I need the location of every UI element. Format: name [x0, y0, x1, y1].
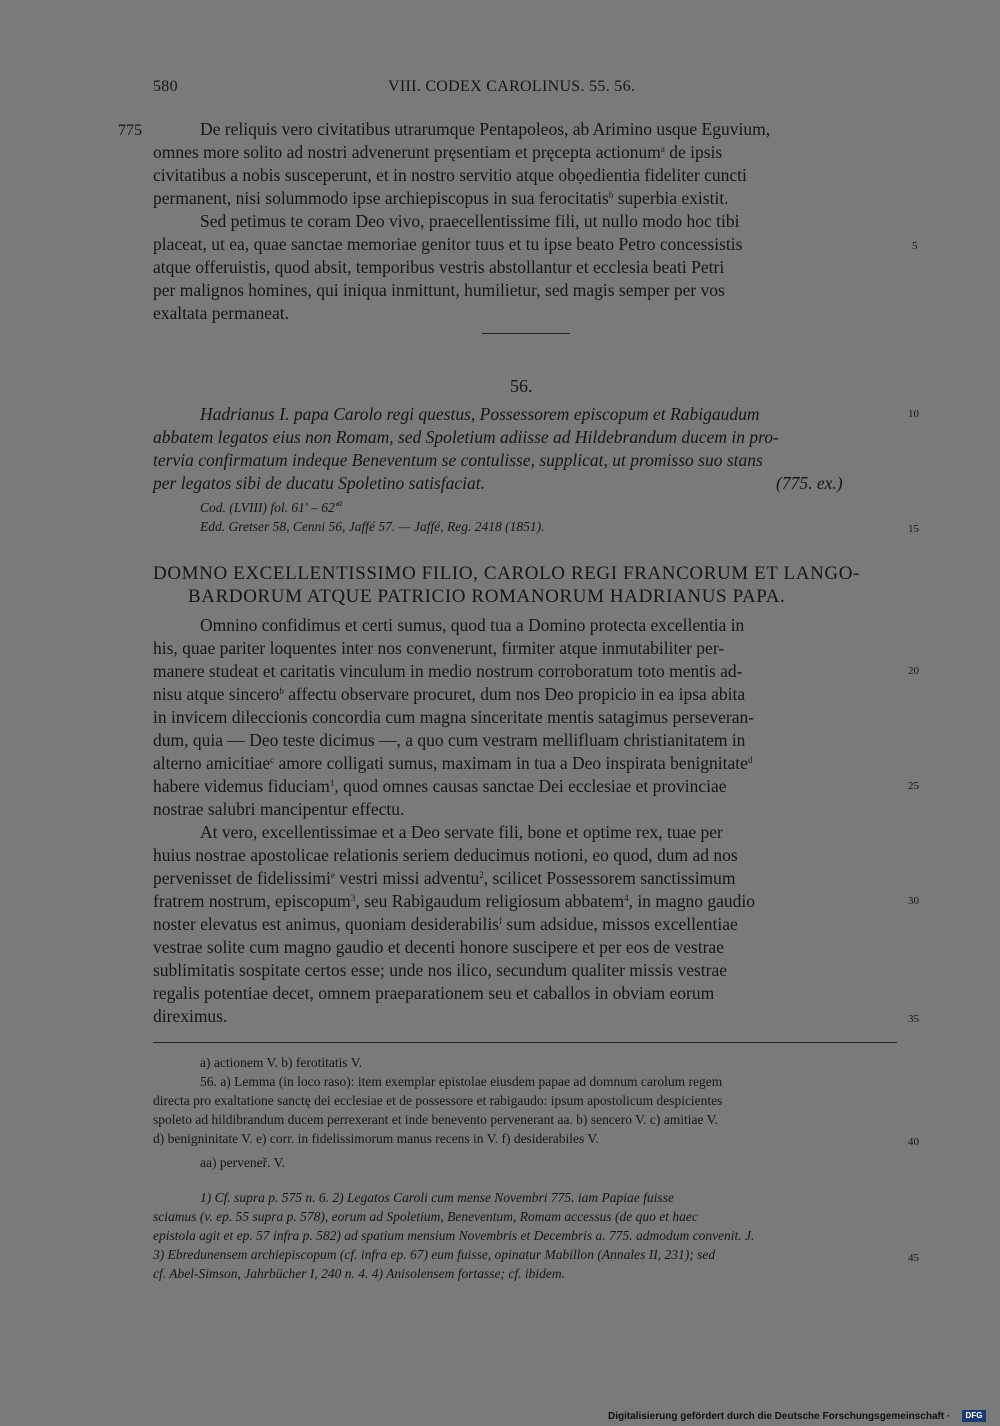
text-line: exaltata permaneat. [153, 303, 290, 323]
text-line: placeat, ut ea, quae sanctae memoriae genitor tuus et tu ipse beato Petro concessistis [153, 234, 743, 254]
letter-date: (775. ex.) [776, 473, 843, 493]
variant-line: aa) perveneř. V. [200, 1155, 285, 1170]
summary-line: tervia confirmatum indeque Beneventum se contulisse, supplicat, ut promisso suo stans [153, 450, 763, 470]
text-line: civitatibus a nobis susceperunt, et in nostro servitio atque obọedientia fideliter cuncti [153, 165, 747, 185]
text-line: noster elevatus est animus, quoniam desiderabilis$^f$ sum adsidue, missos excellentiae [153, 914, 738, 934]
address-line: BARDORUM ATQUE PATRICIO ROMANORUM HADRIANUS PAPA. [188, 586, 786, 607]
note-line: epistola agit et ep. 57 infra p. 582) ad spatium mensium Novembris et Decembris a. 775. admodum convenit. J. [153, 1228, 755, 1243]
text-line: habere videmus fiduciam$^1$, quod omnes causas sanctae Dei ecclesiae et provinciae [153, 776, 727, 796]
note-line: 3) Ebredunensem archiepiscopum (cf. infra ep. 67) eum fuisse, opinatur Mabillon (Annales II, 231); sed [153, 1247, 716, 1262]
summary-line: Hadrianus I. papa Carolo regi questus, Possessorem episcopum et Rabigaudum [200, 404, 760, 424]
text-line: Sed petimus te coram Deo vivo, praecellentissime fili, ut nullo modo hoc tibi [200, 211, 740, 231]
note-line: cf. Abel-Simson, Jahrbücher I, 240 n. 4. 4) Anisolensem fortasse; cf. ibidem. [153, 1266, 565, 1281]
line-number: 5 [912, 240, 918, 252]
text-line: vestrae solite cum magno gaudio et decenti honore suscipere et per eos de vestrae [153, 937, 724, 957]
text-line: De reliquis vero civitatibus utrarumque Pentapoleos, ab Arimino usque Eguvium, [200, 119, 771, 139]
variant-line: d) benigninitate V. e) corr. in fidelissimorum manus recens in V. f) desiderabiles V. [153, 1131, 599, 1146]
text-line: nostrae salubri mancipentur effectu. [153, 799, 405, 819]
text-line: omnes more solito ad nostri advenerunt pręsentiam et pręcepta actionum$^a$ de ipsis [153, 142, 723, 162]
text-line: per malignos homines, qui iniqua inmittunt, humilietur, sed magis semper per vos [153, 280, 725, 300]
variant-line: directa pro exaltatione sanctę dei ecclesiae et de possessore et rabigaudo: ipsum apostolicum despicientes [153, 1093, 723, 1108]
note-line: sciamus (v. ep. 55 supra p. 578), eorum ad Spoletium, Beneventum, Romam accessus (de quo et haec [153, 1209, 698, 1224]
line-number: 30 [908, 895, 919, 907]
dfg-logo: DFG [962, 1410, 986, 1422]
line-number: 20 [908, 665, 919, 677]
editions-reference: Edd. Gretser 58, Cenni 56, Jaffé 57. — Jaffé, Reg. 2418 (1851). [200, 519, 545, 534]
text-line: pervenisset de fidelissimi$^e$ vestri missi adventu$^2$, scilicet Possessorem sanctissimum [153, 868, 736, 888]
footnote-divider [153, 1042, 897, 1043]
line-number: 35 [908, 1013, 919, 1025]
line-number: 15 [908, 523, 919, 535]
running-title: VIII. CODEX CAROLINUS. 55. 56. [388, 78, 636, 95]
summary-line: abbatem legatos eius non Romam, sed Spoletium adiisse ad Hildebrandum ducem in pro- [153, 427, 779, 447]
variant-line: spoleto ad hildibrandum ducem perrexerant et inde benevento pervenerant aa. b) sencero V. c) amitiae V. [153, 1112, 719, 1127]
text-line: direximus. [153, 1006, 228, 1026]
line-number: 10 [908, 408, 919, 420]
text-line: dum, quia — Deo teste dicimus —, a quo cum vestram mellifluam christianitatem in [153, 730, 746, 750]
letter-number: 56. [510, 376, 533, 396]
text-line: permanent, nisi solummodo ipse archiepiscopus in sua ferocitatis$^b$ superbia existit. [153, 188, 729, 208]
text-line: huius nostrae apostolicae relationis seriem deducimus notioni, eo quod, dum ad nos [153, 845, 738, 865]
text-line: sublimitatis sospitate certos esse; unde nos ilico, secundum qualiter missis vestrae [153, 960, 727, 980]
text-line: Omnino confidimus et certi sumus, quod tua a Domino protecta excellentia in [200, 615, 745, 635]
margin-year: 775 [118, 122, 142, 139]
address-line: DOMNO EXCELLENTISSIMO FILIO, CAROLO REGI FRANCORUM ET LANGO- [153, 563, 860, 584]
text-line: At vero, excellentissimae et a Deo servate fili, bone et optime rex, tuae per [200, 822, 723, 842]
text-line: nisu atque sincero$^b$ affectu observare procuret, dum nos Deo propicio in ea ipsa abita [153, 684, 746, 704]
text-line: atque offeruistis, quod absit, temporibus vestris abstollantur et ecclesia beati Petri [153, 257, 725, 277]
text-line: manere studeat et caritatis vinculum in medio nostrum corroboratum toto mentis ad- [153, 661, 743, 681]
variant-line: 56. a) Lemma (in loco raso): item exemplar epistolae eiusdem papae ad domnum carolum regem [200, 1074, 723, 1089]
line-number: 45 [908, 1252, 919, 1264]
text-line: fratrem nostrum, episcopum$^3$, seu Rabigaudum religiosum abbatem$^4$, in magno gaudio [153, 891, 755, 911]
line-number: 25 [908, 780, 919, 792]
page-number: 580 [153, 78, 178, 95]
text-line: his, quae pariter loquentes inter nos convenerunt, firmiter atque inmutabiliter per- [153, 638, 725, 658]
summary-line: per legatos sibi de ducatu Spoletino satisfaciat. [153, 473, 485, 493]
line-number: 40 [908, 1136, 919, 1148]
text-line: alterno amicitiae$^c$ amore colligati sumus, maximam in tua a Deo inspirata benignitate$^d$ [153, 753, 753, 773]
funding-notice: Digitalisierung gefördert durch die Deutsche Forschungsgemeinschaft · [608, 1411, 951, 1422]
text-line: in invicem dileccionis concordia cum magna sinceritate mentis satagimus perseveran- [153, 707, 755, 727]
note-line: 1) Cf. supra p. 575 n. 6. 2) Legatos Caroli cum mense Novembri 775. iam Papiae fuisse [200, 1190, 674, 1205]
text-line: regalis potentiae decet, omnem praeparationem seu et caballos in obviam eorum [153, 983, 715, 1003]
codex-reference: Cod. (LVIII) fol. $61' - 62'^a$ [200, 498, 343, 515]
section-divider [482, 333, 570, 334]
variant-line: a) actionem V. b) ferotitatis V. [200, 1055, 363, 1070]
